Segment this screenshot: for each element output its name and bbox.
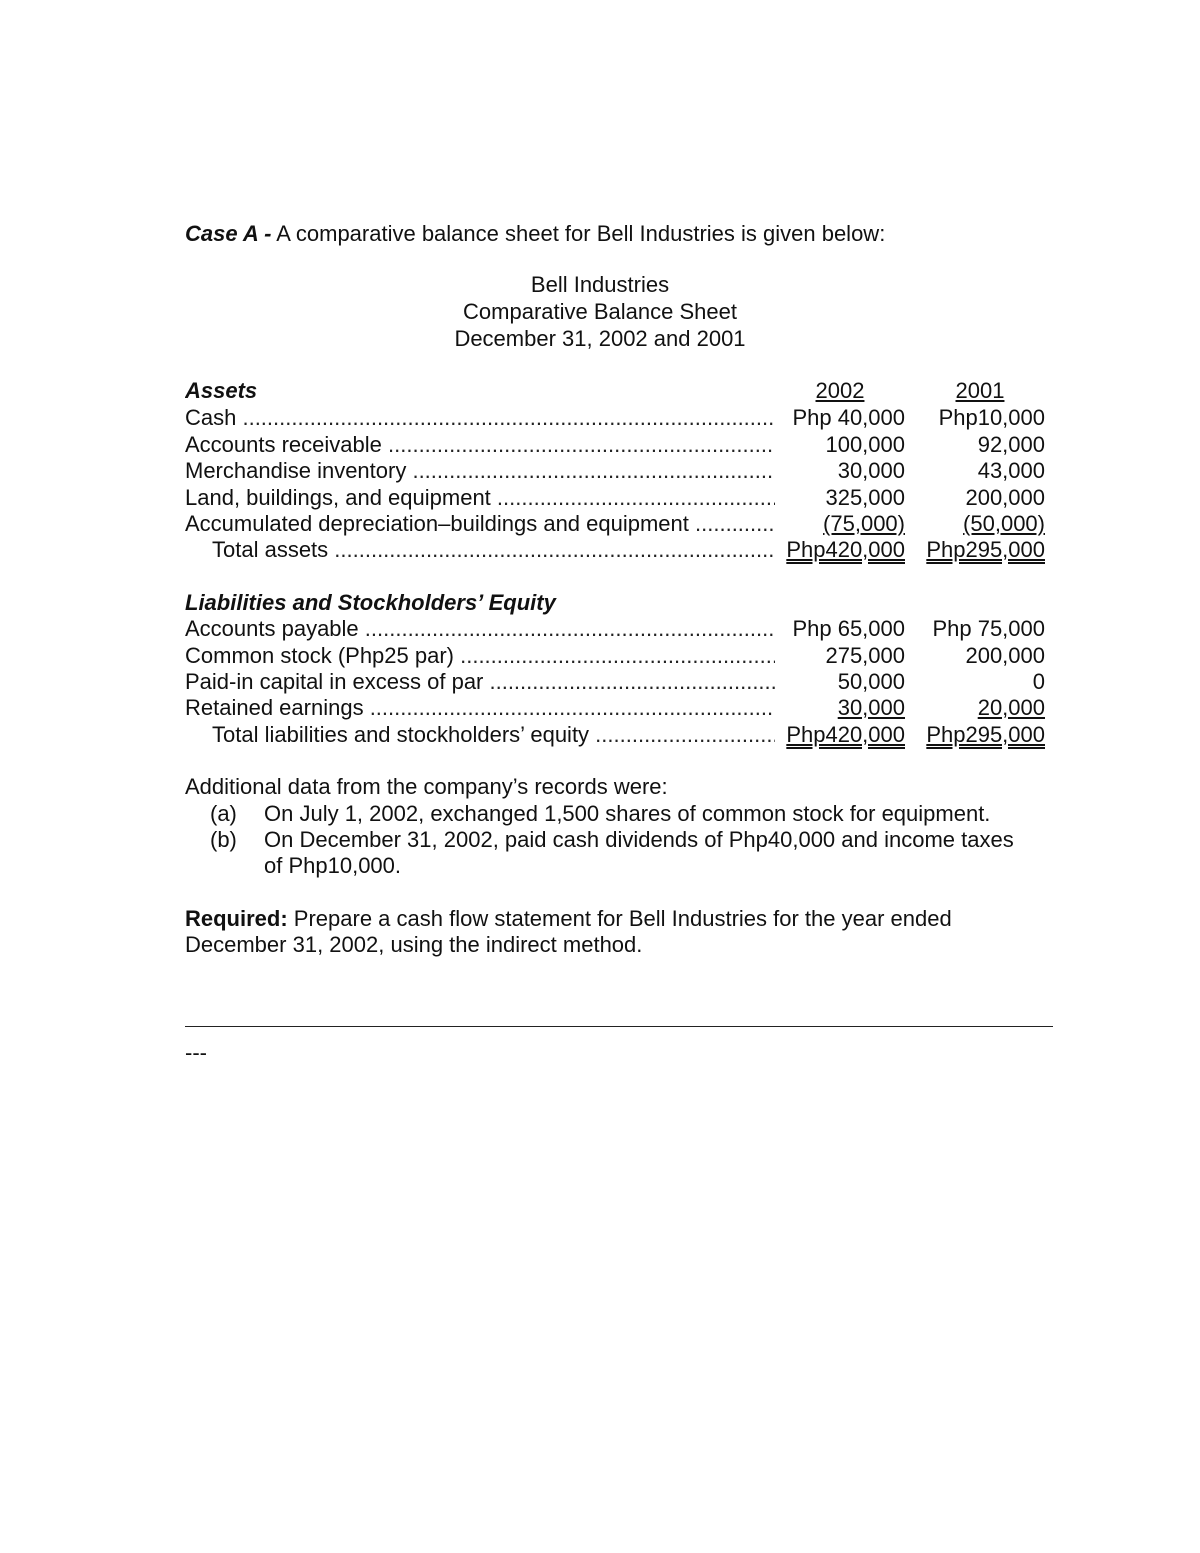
row-label: Retained earnings ..... (185, 695, 775, 721)
divider-tail: --- (185, 1040, 207, 1065)
statement-title: Comparative Balance Sheet (463, 299, 737, 324)
required-text: Prepare a cash flow statement for Bell Industries for the year ended December 31, 2002, using the indirect method. (185, 906, 952, 957)
list-item-text: On July 1, 2002, exchanged 1,500 shares of common stock for equipment. (264, 801, 991, 826)
table-row (185, 485, 1055, 511)
statement-date: December 31, 2002 and 2001 (454, 326, 746, 351)
row-label: Total assets ..... (185, 537, 775, 563)
list-marker: (a) (210, 801, 237, 826)
divider-line (185, 1026, 1053, 1027)
assets-header-row (185, 378, 1055, 404)
row-label: Total liabilities and stockholders’ equity ..... (185, 722, 775, 748)
table-row (185, 511, 1055, 537)
value-2002: (75,000) (823, 511, 905, 536)
liabilities-title: Liabilities and Stockholders’ Equity (185, 590, 556, 615)
value-2002: 30,000 (837, 695, 905, 720)
value-2001: 43,000 (977, 458, 1045, 483)
table-row (185, 643, 1055, 669)
value-2002: Php 40,000 (792, 405, 905, 430)
value-2002: 30,000 (837, 458, 905, 483)
value-2001: 200,000 (965, 485, 1045, 510)
value-2001: 200,000 (965, 643, 1045, 668)
value-2001: Php 75,000 (932, 616, 1045, 641)
row-label: Accounts receivable ..... (185, 432, 775, 458)
assets-title: Assets (185, 378, 258, 403)
row-label: Common stock (Php25 par) ..... (185, 643, 775, 669)
value-2002: 50,000 (837, 669, 905, 694)
row-label: Cash ..... (185, 405, 775, 431)
case-intro-text: A comparative balance sheet for Bell Industries is given below: (271, 221, 886, 246)
row-label: Accumulated depreciation–buildings and equipment ..... (185, 511, 775, 537)
table-row (185, 458, 1055, 484)
value-2001: 92,000 (977, 432, 1045, 457)
row-label: Paid-in capital in excess of par ..... (185, 669, 775, 695)
company-name: Bell Industries (530, 272, 670, 297)
value-2002: 275,000 (825, 643, 905, 668)
value-2001: 20,000 (977, 695, 1045, 720)
required-paragraph (185, 906, 1035, 958)
value-2002: 325,000 (825, 485, 905, 510)
column-header-2002: 2002 (815, 378, 865, 403)
row-label: Accounts payable ..... (185, 616, 775, 642)
value-2002: Php420,000 (786, 722, 905, 747)
table-row (185, 695, 1055, 721)
value-2001: (50,000) (963, 511, 1045, 536)
table-row (185, 616, 1055, 642)
row-label: Merchandise inventory ..... (185, 458, 775, 484)
additional-data-intro: Additional data from the company’s records were: (185, 774, 668, 799)
value-2002: Php420,000 (786, 537, 905, 562)
case-intro (185, 221, 885, 247)
list-item-text: On December 31, 2002, paid cash dividends of Php40,000 and income taxes of Php10,000. (264, 827, 1014, 878)
column-header-2001: 2001 (955, 378, 1005, 403)
required-label: Required: (185, 906, 288, 931)
row-label: Land, buildings, and equipment ..... (185, 485, 775, 511)
value-2001: Php10,000 (938, 405, 1045, 430)
case-label: Case A - (185, 221, 272, 246)
value-2001: Php295,000 (926, 722, 1045, 747)
value-2001: Php295,000 (926, 537, 1045, 562)
value-2002: Php 65,000 (792, 616, 905, 641)
list-marker: (b) (210, 827, 237, 852)
total-assets-row (185, 537, 1055, 563)
table-row (185, 432, 1055, 458)
value-2002: 100,000 (825, 432, 905, 457)
value-2001: 0 (1032, 669, 1045, 694)
table-row (185, 669, 1055, 695)
table-row (185, 405, 1055, 431)
total-liabilities-row (185, 722, 1055, 748)
